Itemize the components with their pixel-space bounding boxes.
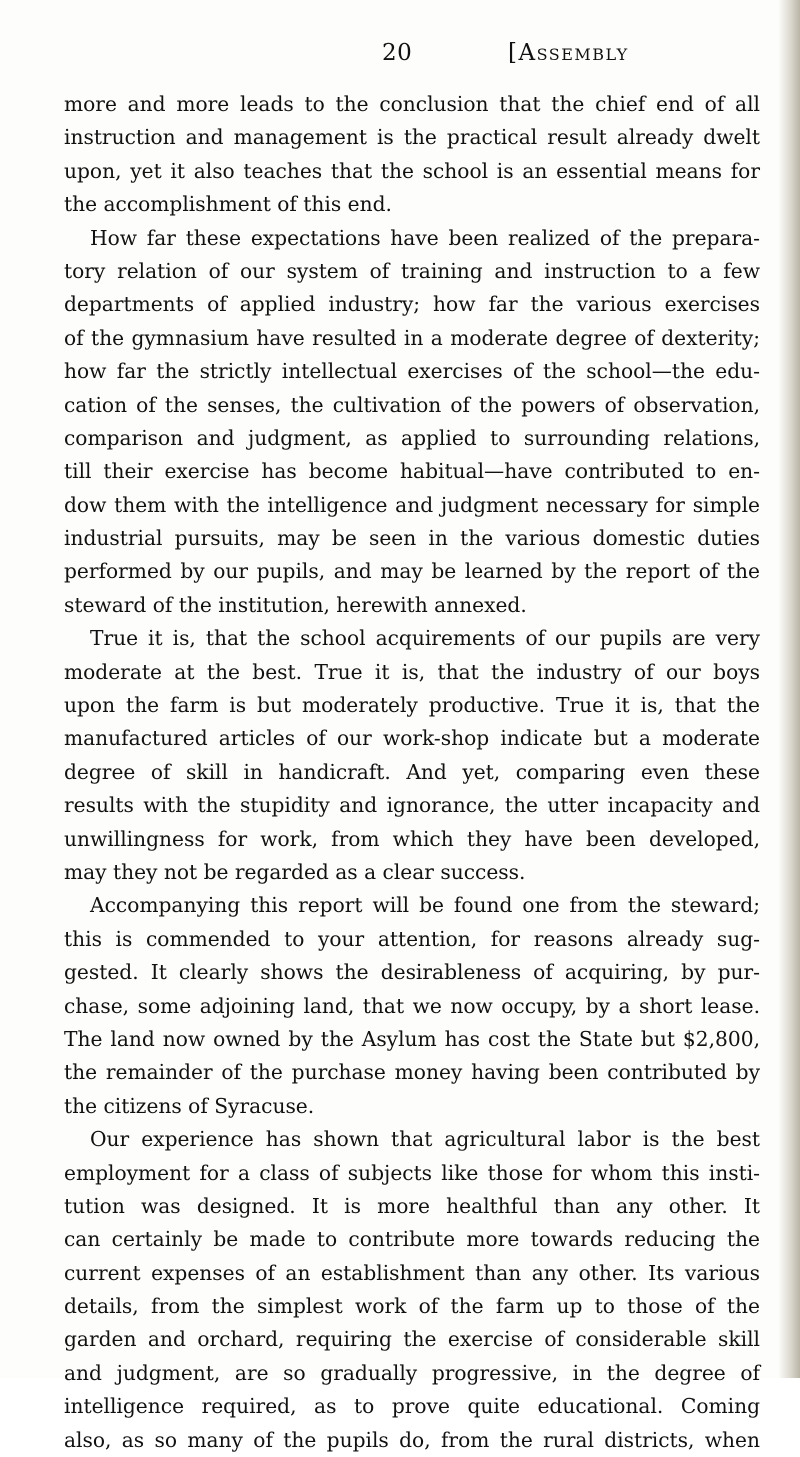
paragraph-start-line: Accompanying this report will be found one from the steward; bbox=[90, 893, 760, 918]
text-line: dow them with the intelligence and judgment necessary for simple bbox=[64, 492, 760, 517]
text-line: employment for a class of subjects like those for whom this insti- bbox=[64, 1160, 760, 1185]
text-line: the accomplishment of this end. bbox=[64, 192, 392, 217]
body-text bbox=[64, 88, 760, 1457]
text-line: details, from the simplest work of the farm up to those of the bbox=[64, 1294, 760, 1319]
text-line: departments of applied industry; how far the various exercises bbox=[64, 292, 760, 317]
text-line: upon the farm is but moderately productive. True it is, that the bbox=[64, 693, 760, 718]
text-line: results with the stupidity and ignorance, the utter incapacity and bbox=[64, 793, 760, 818]
running-head: [Assembly bbox=[508, 40, 629, 66]
text-line: the remainder of the purchase money having been contributed by bbox=[64, 1060, 760, 1085]
text-line: how far the strictly intellectual exercises of the school—the edu- bbox=[64, 359, 760, 384]
text-line: till their exercise has become habitual—have contributed to en- bbox=[64, 459, 760, 484]
text-line: garden and orchard, requiring the exercise of considerable skill bbox=[64, 1327, 760, 1352]
text-line: intelligence required, as to prove quite educational. Coming bbox=[64, 1394, 760, 1419]
text-line: tory relation of our system of training and instruction to a few bbox=[64, 258, 760, 283]
text-line: upon, yet it also teaches that the school is an essential means for bbox=[64, 158, 760, 183]
text-line: degree of skill in handicraft. And yet, comparing even these bbox=[64, 759, 760, 784]
paragraph-start-line: True it is, that the school acquirements of our pupils are very bbox=[90, 626, 760, 651]
text-line: more and more leads to the conclusion that the chief end of all bbox=[64, 92, 760, 116]
text-line: unwillingness for work, from which they have been developed, bbox=[64, 826, 760, 851]
text-line: industrial pursuits, may be seen in the various domestic duties bbox=[64, 526, 760, 551]
page-number: 20 bbox=[382, 40, 413, 66]
text-line: manufactured articles of our work-shop indicate but a moderate bbox=[64, 726, 760, 751]
text-line: steward of the institution, herewith annexed. bbox=[64, 592, 527, 617]
text-line: current expenses of an establishment than any other. Its various bbox=[64, 1260, 760, 1285]
text-line: can certainly be made to contribute more towards reducing the bbox=[64, 1227, 760, 1252]
text-line: the citizens of Syracuse. bbox=[64, 1093, 315, 1118]
text-line: tution was designed. It is more healthful than any other. It bbox=[64, 1193, 760, 1218]
text-line: instruction and management is the practical result already dwelt bbox=[64, 125, 760, 150]
text-line: of the gymnasium have resulted in a moderate degree of dexterity; bbox=[64, 325, 760, 350]
text-line: and judgment, are so gradually progressive, in the degree of bbox=[64, 1360, 760, 1385]
text-line: comparison and judgment, as applied to surrounding relations, bbox=[64, 425, 760, 450]
paragraph-start-line: Our experience has shown that agricultural labor is the best bbox=[90, 1127, 760, 1152]
text-line: cation of the senses, the cultivation of the powers of observation, bbox=[64, 392, 760, 417]
text-line: also, as so many of the pupils do, from the rural districts, when bbox=[64, 1427, 760, 1452]
text-line: gested. It clearly shows the desirableness of acquiring, by pur- bbox=[64, 960, 760, 985]
page-header bbox=[64, 40, 772, 80]
paragraph-start-line: How far these expectations have been realized of the prepara- bbox=[90, 225, 760, 250]
text-line: may they not be regarded as a clear success. bbox=[64, 859, 526, 884]
text-line: performed by our pupils, and may be learned by the report of the bbox=[64, 559, 760, 584]
text-line: chase, some adjoining land, that we now occupy, by a short lease. bbox=[64, 993, 760, 1018]
text-line: this is commended to your attention, for reasons already sug- bbox=[64, 926, 760, 951]
text-line: moderate at the best. True it is, that the industry of our boys bbox=[64, 659, 760, 684]
text-line: The land now owned by the Asylum has cost the State but $2,800, bbox=[64, 1026, 760, 1051]
page-edge-shadow bbox=[778, 0, 800, 1378]
